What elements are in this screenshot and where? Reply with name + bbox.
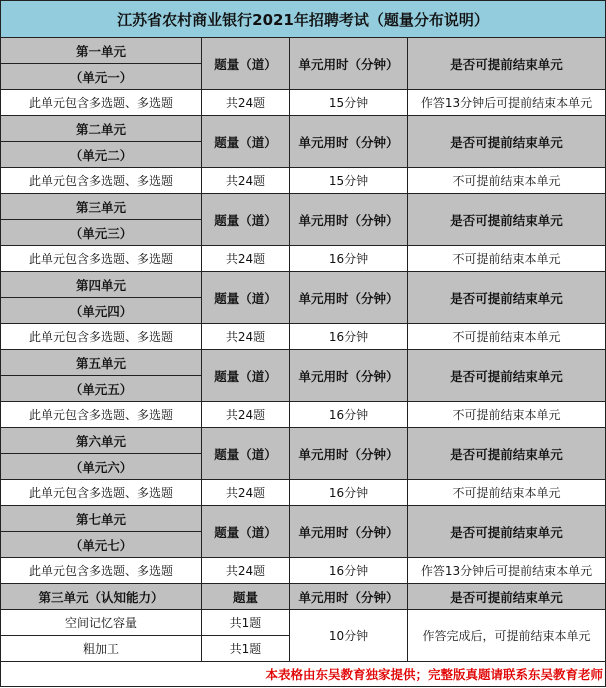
table-title: 江苏省农村商业银行2021年招聘考试（题量分布说明） [1,1,606,38]
unit-desc: 此单元包含多选题、多选题 [1,402,202,428]
unit-count: 共24题 [202,402,290,428]
unit-subname: （单元六） [1,454,202,480]
time-header: 单元用时（分钟） [290,350,408,402]
cognitive-count: 共1题 [202,636,290,662]
unit-time: 16分钟 [290,324,408,350]
cognitive-header: 第三单元（认知能力） [1,584,202,610]
unit-data-row [1,246,606,272]
unit-subname: （单元二） [1,142,202,168]
unit-data-row [1,558,606,584]
unit-subname: （单元四） [1,298,202,324]
unit-name: 第一单元 [1,38,202,64]
unit-count: 共24题 [202,246,290,272]
count-header: 题量（道） [202,506,290,558]
early-end-header: 是否可提前结束单元 [408,194,606,246]
unit-desc: 此单元包含多选题、多选题 [1,168,202,194]
cognitive-early-header: 是否可提前结束单元 [408,584,606,610]
unit-header-row [1,506,606,532]
cognitive-item: 粗加工 [1,636,202,662]
count-header: 题量（道） [202,272,290,324]
unit-name: 第六单元 [1,428,202,454]
unit-desc: 此单元包含多选题、多选题 [1,246,202,272]
cognitive-count-header: 题量 [202,584,290,610]
cognitive-item: 空间记忆容量 [1,610,202,636]
unit-count: 共24题 [202,480,290,506]
cognitive-count: 共1题 [202,610,290,636]
unit-name: 第二单元 [1,116,202,142]
unit-early-end: 不可提前结束本单元 [408,246,606,272]
count-header: 题量（道） [202,38,290,90]
unit-subname: （单元一） [1,64,202,90]
unit-data-row [1,90,606,116]
unit-data-row [1,168,606,194]
unit-early-end: 不可提前结束本单元 [408,168,606,194]
unit-name: 第七单元 [1,506,202,532]
early-end-header: 是否可提前结束单元 [408,350,606,402]
unit-name: 第五单元 [1,350,202,376]
unit-header-row [1,350,606,376]
count-header: 题量（道） [202,350,290,402]
unit-time: 16分钟 [290,246,408,272]
unit-time: 15分钟 [290,90,408,116]
unit-subname: （单元七） [1,532,202,558]
unit-data-row [1,402,606,428]
unit-time: 16分钟 [290,402,408,428]
unit-time: 15分钟 [290,168,408,194]
time-header: 单元用时（分钟） [290,272,408,324]
unit-desc: 此单元包含多选题、多选题 [1,90,202,116]
count-header: 题量（道） [202,194,290,246]
unit-data-row [1,480,606,506]
time-header: 单元用时（分钟） [290,428,408,480]
unit-early-end: 不可提前结束本单元 [408,480,606,506]
unit-time: 16分钟 [290,480,408,506]
unit-early-end: 作答13分钟后可提前结束本单元 [408,558,606,584]
unit-count: 共24题 [202,168,290,194]
cognitive-time: 10分钟 [290,610,408,662]
unit-data-row [1,324,606,350]
unit-header-row [1,38,606,64]
unit-early-end: 作答13分钟后可提前结束本单元 [408,90,606,116]
unit-desc: 此单元包含多选题、多选题 [1,324,202,350]
time-header: 单元用时（分钟） [290,38,408,90]
cognitive-time-header: 单元用时（分钟） [290,584,408,610]
unit-name: 第四单元 [1,272,202,298]
unit-name: 第三单元 [1,194,202,220]
early-end-header: 是否可提前结束单元 [408,272,606,324]
unit-subname: （单元五） [1,376,202,402]
unit-subname: （单元三） [1,220,202,246]
unit-count: 共24题 [202,90,290,116]
unit-header-row [1,194,606,220]
time-header: 单元用时（分钟） [290,116,408,168]
early-end-header: 是否可提前结束单元 [408,38,606,90]
count-header: 题量（道） [202,116,290,168]
time-header: 单元用时（分钟） [290,506,408,558]
unit-count: 共24题 [202,558,290,584]
unit-desc: 此单元包含多选题、多选题 [1,558,202,584]
unit-count: 共24题 [202,324,290,350]
early-end-header: 是否可提前结束单元 [408,428,606,480]
early-end-header: 是否可提前结束单元 [408,116,606,168]
unit-desc: 此单元包含多选题、多选题 [1,480,202,506]
unit-time: 16分钟 [290,558,408,584]
footer-note: 本表格由东吴教育独家提供；完整版真题请联系东吴教育老师 [1,662,606,687]
unit-early-end: 不可提前结束本单元 [408,402,606,428]
unit-header-row [1,272,606,298]
unit-header-row [1,116,606,142]
count-header: 题量（道） [202,428,290,480]
early-end-header: 是否可提前结束单元 [408,506,606,558]
time-header: 单元用时（分钟） [290,194,408,246]
cognitive-early-end: 作答完成后，可提前结束本单元 [408,610,606,662]
unit-early-end: 不可提前结束本单元 [408,324,606,350]
unit-header-row [1,428,606,454]
